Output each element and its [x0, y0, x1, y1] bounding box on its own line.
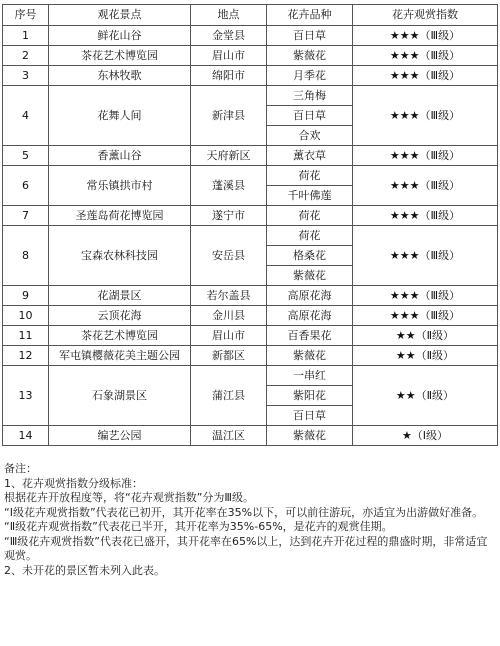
flower-variety: 荷花: [267, 226, 353, 246]
row-number: 11: [3, 326, 49, 346]
row-number: 5: [3, 146, 49, 166]
row-number: 7: [3, 206, 49, 226]
row-number: 12: [3, 346, 49, 366]
flower-variety: 一串红: [267, 366, 353, 386]
viewing-index: ★★★（Ⅲ级）: [353, 226, 498, 286]
table-row: [3, 46, 498, 66]
spot-name: 军屯镇樱薇花美主题公园: [49, 346, 191, 366]
location: 遂宁市: [191, 206, 267, 226]
notes-item-1: 1、花卉观赏指数分级标准：: [4, 476, 143, 490]
row-number: 9: [3, 286, 49, 306]
spot-name: 圣莲岛荷花博览园: [49, 206, 191, 226]
flower-variety: 月季花: [267, 66, 353, 86]
spot-name: 茶花艺术博览园: [49, 326, 191, 346]
viewing-index: ★★★（Ⅲ级）: [353, 86, 498, 146]
row-number: 14: [3, 426, 49, 446]
spot-name: 东林牧歌: [49, 66, 191, 86]
table-row: [3, 26, 498, 46]
flower-variety: 千叶佛莲: [267, 186, 353, 206]
flower-variety: 百香果花: [267, 326, 353, 346]
location: 温江区: [191, 426, 267, 446]
viewing-index: ★★★（Ⅲ级）: [353, 206, 498, 226]
row-number: 13: [3, 366, 49, 426]
table-row: [3, 206, 498, 226]
viewing-index: ★★（Ⅱ级）: [353, 346, 498, 366]
flower-variety: 紫薇花: [267, 266, 353, 286]
spot-name: 花舞人间: [49, 86, 191, 146]
viewing-index: ★★★（Ⅲ级）: [353, 46, 498, 66]
flower-variety: 合欢: [267, 126, 353, 146]
table-row: [3, 346, 498, 366]
header-spot: 观花景点: [49, 5, 191, 26]
notes-text: 根据花卉开放程度等，将“花卉观赏指数”分为Ⅲ级。: [4, 491, 254, 504]
viewing-index: ★（Ⅰ级）: [353, 426, 498, 446]
viewing-index: ★★★（Ⅲ级）: [353, 306, 498, 326]
row-number: 10: [3, 306, 49, 326]
location: 蒲江县: [191, 366, 267, 426]
flower-variety: 紫薇花: [267, 426, 353, 446]
row-number: 6: [3, 166, 49, 206]
row-number: 3: [3, 66, 49, 86]
spot-name: 宝森农林科技园: [49, 226, 191, 286]
table-header-row: [3, 5, 498, 26]
location: 金川县: [191, 306, 267, 326]
row-number: 4: [3, 86, 49, 146]
flower-variety: 高原花海: [267, 286, 353, 306]
table-row: [3, 226, 498, 246]
notes-level-3: “Ⅲ级花卉观赏指数”代表花已盛开，其开花率在65%以上，达到花卉开花过程的鼎盛时期，非常适宜观赏。: [4, 534, 488, 562]
flower-variety: 高原花海: [267, 306, 353, 326]
spot-name: 香薰山谷: [49, 146, 191, 166]
notes-item-2: 2、未开花的景区暂未列入此表。: [4, 563, 165, 577]
viewing-index: ★★（Ⅱ级）: [353, 326, 498, 346]
header-no: 序号: [3, 5, 49, 26]
flower-variety: 三角梅: [267, 86, 353, 106]
table-row: [3, 326, 498, 346]
flower-variety: 紫阳花: [267, 386, 353, 406]
viewing-index: ★★★（Ⅲ级）: [353, 66, 498, 86]
spot-name: 茶花艺术博览园: [49, 46, 191, 66]
flower-variety: 紫薇花: [267, 46, 353, 66]
spot-name: 云顶花海: [49, 306, 191, 326]
header-flowers: 花卉品种: [267, 5, 353, 26]
flower-variety: 格桑花: [267, 246, 353, 266]
notes-level-1: “Ⅰ级花卉观赏指数”代表花已初开，其开花率在35%以下，可以前往游玩，亦适宜为出游做好准备。: [4, 505, 484, 519]
location: 新都区: [191, 346, 267, 366]
flower-variety: 百日草: [267, 406, 353, 426]
table-row: [3, 426, 498, 446]
flower-variety: 百日草: [267, 26, 353, 46]
viewing-index: ★★★（Ⅲ级）: [353, 286, 498, 306]
notes-level-2: “Ⅱ级花卉观赏指数”代表花已半开，其开花率为35%-65%，是花卉的观赏佳期。: [4, 520, 393, 533]
notes-title: 备注：: [4, 462, 37, 475]
flower-variety: 紫薇花: [267, 346, 353, 366]
location: 安岳县: [191, 226, 267, 286]
table-row: [3, 166, 498, 186]
spot-name: 编艺公园: [49, 426, 191, 446]
location: 蓬溪县: [191, 166, 267, 206]
table-row: [3, 86, 498, 106]
table-row: [3, 66, 498, 86]
location: 眉山市: [191, 326, 267, 346]
table-row: [3, 286, 498, 306]
location: 若尔盖县: [191, 286, 267, 306]
row-number: 2: [3, 46, 49, 66]
row-number: 1: [3, 26, 49, 46]
spot-name: 常乐镇拱市村: [49, 166, 191, 206]
flower-viewing-table: [2, 4, 498, 446]
flower-variety: 百日草: [267, 106, 353, 126]
location: 金堂县: [191, 26, 267, 46]
table-row: [3, 366, 498, 386]
row-number: 8: [3, 226, 49, 286]
table-row: [3, 146, 498, 166]
flower-variety: 荷花: [267, 206, 353, 226]
table-body: [3, 26, 498, 446]
notes-section: [4, 462, 494, 578]
location: 眉山市: [191, 46, 267, 66]
header-index: 花卉观赏指数: [353, 5, 498, 26]
spot-name: 石象湖景区: [49, 366, 191, 426]
viewing-index: ★★★（Ⅲ级）: [353, 146, 498, 166]
location: 新津县: [191, 86, 267, 146]
flower-variety: 荷花: [267, 166, 353, 186]
flower-variety: 薰衣草: [267, 146, 353, 166]
header-place: 地点: [191, 5, 267, 26]
location: 绵阳市: [191, 66, 267, 86]
spot-name: 鲜花山谷: [49, 26, 191, 46]
table-row: [3, 306, 498, 326]
spot-name: 花湖景区: [49, 286, 191, 306]
location: 天府新区: [191, 146, 267, 166]
viewing-index: ★★★（Ⅲ级）: [353, 26, 498, 46]
viewing-index: ★★（Ⅱ级）: [353, 366, 498, 426]
viewing-index: ★★★（Ⅲ级）: [353, 166, 498, 206]
